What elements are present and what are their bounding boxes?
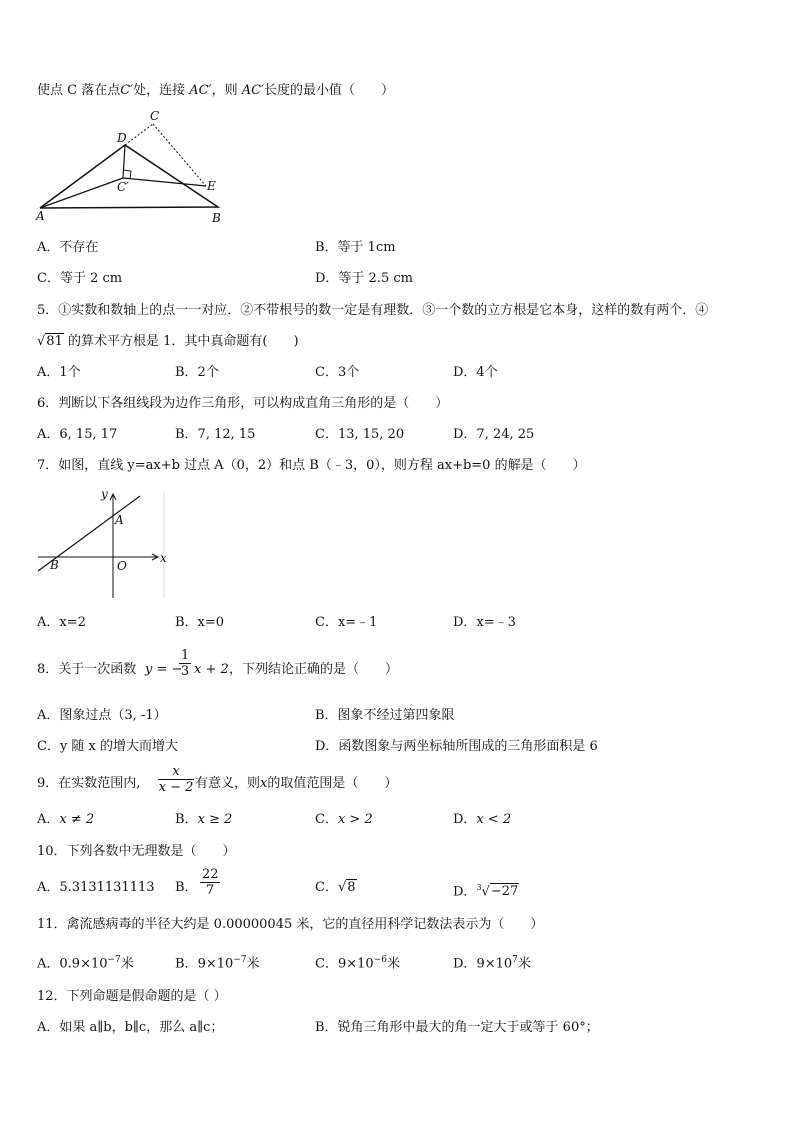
- q5-option-c: C．3个: [315, 365, 360, 380]
- q4-option-d: D．等于 2.5 cm: [315, 271, 413, 286]
- q8-eq-lhs: y = −: [145, 662, 183, 677]
- q5-option-a: A．1个: [37, 365, 81, 380]
- q6-option-a: A．6, 15, 17: [37, 427, 118, 442]
- q4-label-b: B: [212, 211, 221, 225]
- q7-option-c: C．x=﹣1: [315, 615, 378, 630]
- q9-stem-rest: 有意义，则x的取值范围是（ ）: [195, 776, 398, 791]
- q10-option-b-fraction: $\frac{22}{7}$: [202, 867, 219, 898]
- q8-option-b: B．图象不经过第四象限: [315, 708, 455, 723]
- q9-option-b: B．x ≥ 2: [175, 812, 233, 827]
- q6-stem: 6．判断以下各组线段为边作三角形，可以构成直角三角形的是（ ）: [37, 396, 449, 411]
- q6-option-b: B．7, 12, 15: [175, 427, 256, 442]
- q8-fraction: $\frac{1}{3}$: [180, 648, 190, 679]
- q4-option-a: A．不存在: [37, 240, 99, 255]
- q11-option-c: C．$9\times 10^{-6}$米: [315, 955, 400, 972]
- q10-stem: 10．下列各数中无理数是（ ）: [37, 844, 236, 859]
- q9-stem-pre: 9．在实数范围内,: [37, 776, 141, 791]
- q9-option-c: C．x > 2: [315, 812, 373, 827]
- q7-option-a: A．x=2: [37, 615, 86, 630]
- q5-stem-line2: √81 的算术平方根是 1．其中真命题有( ): [37, 334, 299, 349]
- q10-option-b-label: B．: [175, 880, 198, 895]
- q12-option-a: A．如果 a∥b，b∥c，那么 a∥c；: [37, 1020, 224, 1035]
- q11-option-d: D．$9\times 10^7$米: [453, 955, 531, 972]
- q4-label-a: A: [36, 209, 45, 223]
- q10-option-a: A．5.3131131113: [37, 880, 155, 895]
- q6-option-d: D．7, 24, 25: [453, 427, 535, 442]
- q7-option-b: B．x=0: [175, 615, 225, 630]
- q9-option-d: D．x < 2: [453, 812, 512, 827]
- q4-stem: 使点 C 落在点C′处，连接 AC′，则 AC′长度的最小值（ ）: [37, 83, 395, 98]
- q5-option-b: B．2个: [175, 365, 219, 380]
- q9-option-a: A．x ≠ 2: [37, 812, 95, 827]
- q7-option-d: D．x=﹣3: [453, 615, 516, 630]
- q11-stem: 11．禽流感病毒的半径大约是 0.00000045 米，它的直径用科学记数法表示为（ ）: [37, 917, 544, 932]
- q7-label-x: x: [160, 551, 167, 565]
- q4-option-b: B．等于 1cm: [315, 240, 396, 255]
- q7-stem: 7．如图，直线 y=ax+b 过点 A（0，2）和点 B（﹣3，0），则方程 ax+b=0 的解是（ ）: [37, 458, 586, 473]
- q4-label-d: D: [117, 131, 127, 145]
- q4-label-cprime: C′: [117, 180, 129, 194]
- q4-option-c: C．等于 2 cm: [37, 271, 123, 286]
- q6-option-c: C．13, 15, 20: [315, 427, 405, 442]
- q4-label-c: C: [150, 109, 160, 123]
- q10-option-d: D．$^3$√−27: [453, 883, 519, 900]
- q10-option-c: C．√8: [315, 880, 356, 895]
- q7-label-y: y: [101, 487, 108, 501]
- q8-option-c: C．y 随 x 的增大而增大: [37, 739, 179, 754]
- q8-option-a: A．图象过点（3, -1）: [37, 708, 167, 723]
- q7-label-a: A: [115, 513, 124, 527]
- q12-option-b: B．锐角三角形中最大的角一定大于或等于 60°；: [315, 1020, 599, 1035]
- q7-label-o: O: [117, 559, 127, 573]
- q7-label-b: B: [50, 558, 59, 572]
- q8-stem-post: ，下列结论正确的是（ ）: [229, 662, 399, 677]
- q11-option-b: B．$9\times 10^{-7}$米: [175, 955, 260, 972]
- q8-stem-pre: 8．关于一次函数: [37, 662, 137, 677]
- q11-option-a: A．$0.9\times 10^{-7}$米: [37, 955, 134, 972]
- q5-radicand: 81: [46, 334, 63, 349]
- q12-stem: 12．下列命题是假命题的是（ ）: [37, 989, 227, 1004]
- q4-label-e: E: [207, 179, 216, 193]
- q8-option-d: D．函数图象与两坐标轴所围成的三角形面积是 6: [315, 739, 598, 754]
- q5-stem-line1: 5．①实数和数轴上的点一一对应．②不带根号的数一定是有理数．③一个数的立方根是它本身，这样的数有两个．④: [37, 303, 709, 318]
- q5-option-d: D．4个: [453, 365, 498, 380]
- q9-fraction: $\frac{x}{x - 2}$: [158, 764, 194, 795]
- q8-eq-rhs: x + 2: [194, 662, 229, 677]
